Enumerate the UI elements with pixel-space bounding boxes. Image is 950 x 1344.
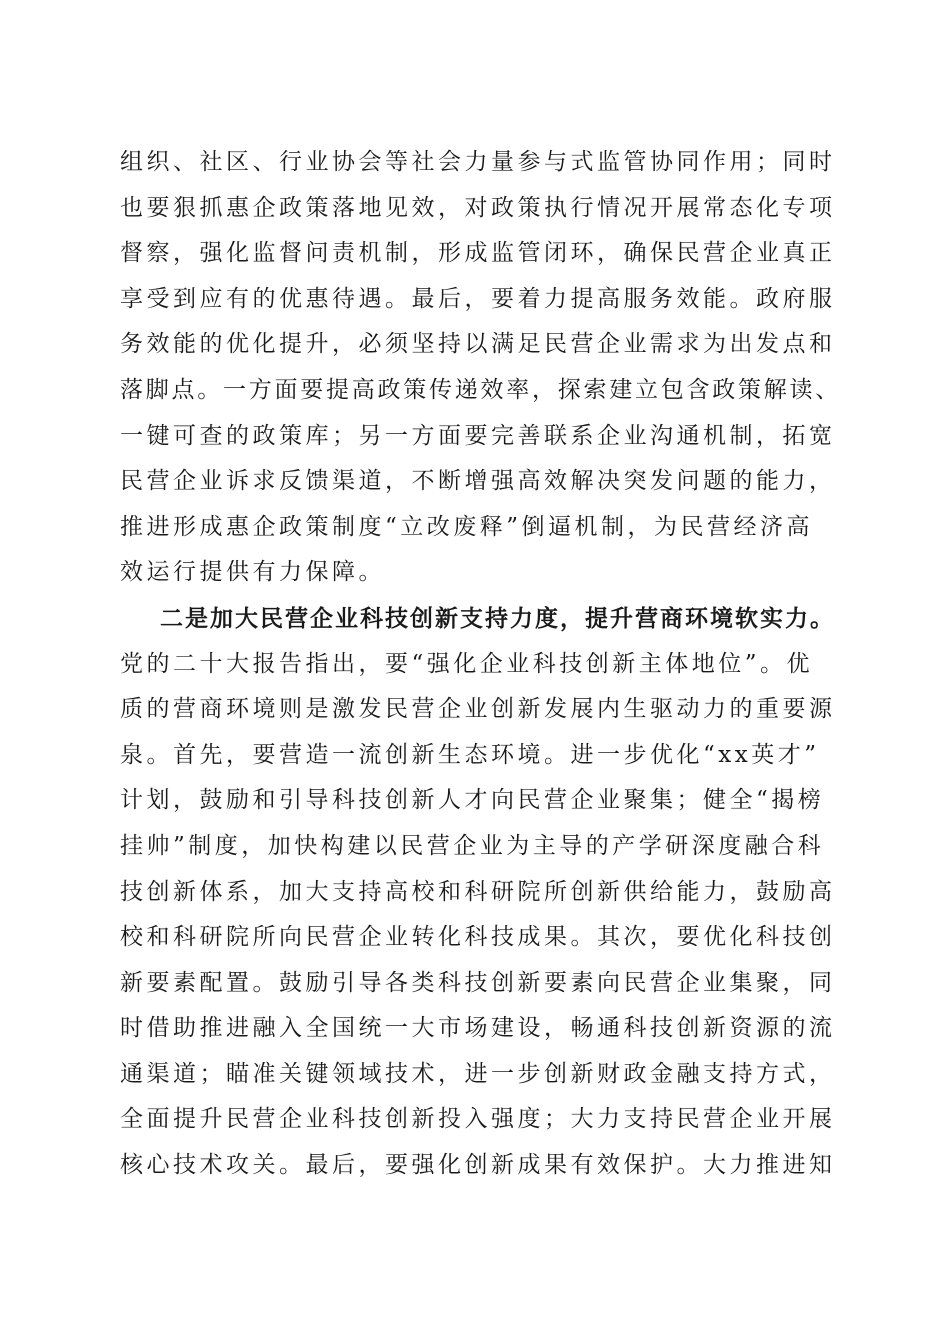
paragraph-line: 也要狠抓惠企政策落地见效，对政策执行情况开展常态化专项 [120,194,836,221]
paragraph-service-efficiency [120,140,840,596]
paragraph-line: 督察，强化监督问责机制，形成监管闭环，确保民营企业真正 [120,240,836,267]
paragraph-tech-innovation [120,596,840,1189]
paragraph-line: 全面提升民营企业科技创新投入强度；大力支持民营企业开展 [120,1106,836,1133]
paragraph-line: 校和科研院所向民营企业转化科技成果。其次，要优化科技创 [120,924,836,951]
document-body [120,140,840,1189]
paragraph-line: 新要素配置。鼓励引导各类科技创新要素向民营企业集聚，同 [120,969,836,996]
paragraph-line: 推进形成惠企政策制度“立改废释”倒逼机制，为民营经济高 [120,513,814,540]
paragraph-line: 组织、社区、行业协会等社会力量参与式监管协同作用；同时 [120,149,836,175]
paragraph-line: 落脚点。一方面要提高政策传递效率，探索建立包含政策解读、 [120,376,841,403]
paragraph-line: 享受到应有的优惠待遇。最后，要着力提高服务效能。政府服 [120,285,836,312]
paragraph-line: 党的二十大报告指出，要“强化企业科技创新主体地位”。优 [120,650,814,677]
paragraph-line: 挂帅”制度，加快构建以民营企业为主导的产学研深度融合科 [120,832,825,859]
paragraph-line: 时借助推进融入全国统一大市场建设，畅通科技创新资源的流 [120,1015,836,1042]
section-heading: 二是加大民营企业科技创新支持力度，提升营商环境软实力。 [160,604,835,632]
paragraph-line: 核心技术攻关。最后，要强化创新成果有效保护。大力推进知 [120,1152,836,1179]
paragraph-line: 民营企业诉求反馈渠道，不断增强高效解决突发问题的能力， [120,468,836,495]
paragraph-line: 泉。首先，要营造一流创新生态环境。进一步优化“xx英才” [120,741,820,768]
paragraph-line: 通渠道；瞄准关键领域技术，进一步创新财政金融支持方式， [120,1060,836,1087]
paragraph-line: 效运行提供有力保障。 [120,559,385,586]
paragraph-line: 一键可查的政策库；另一方面要完善联系企业沟通机制，拓宽 [120,422,836,449]
paragraph-line: 质的营商环境则是激发民营企业创新发展内生驱动力的重要源 [120,696,836,723]
paragraph-line: 务效能的优化提升，必须坚持以满足民营企业需求为出发点和 [120,331,836,358]
paragraph-line: 计划，鼓励和引导科技创新人才向民营企业聚集；健全“揭榜 [120,787,825,814]
paragraph-line: 技创新体系，加大支持高校和科研院所创新供给能力，鼓励高 [120,878,836,905]
